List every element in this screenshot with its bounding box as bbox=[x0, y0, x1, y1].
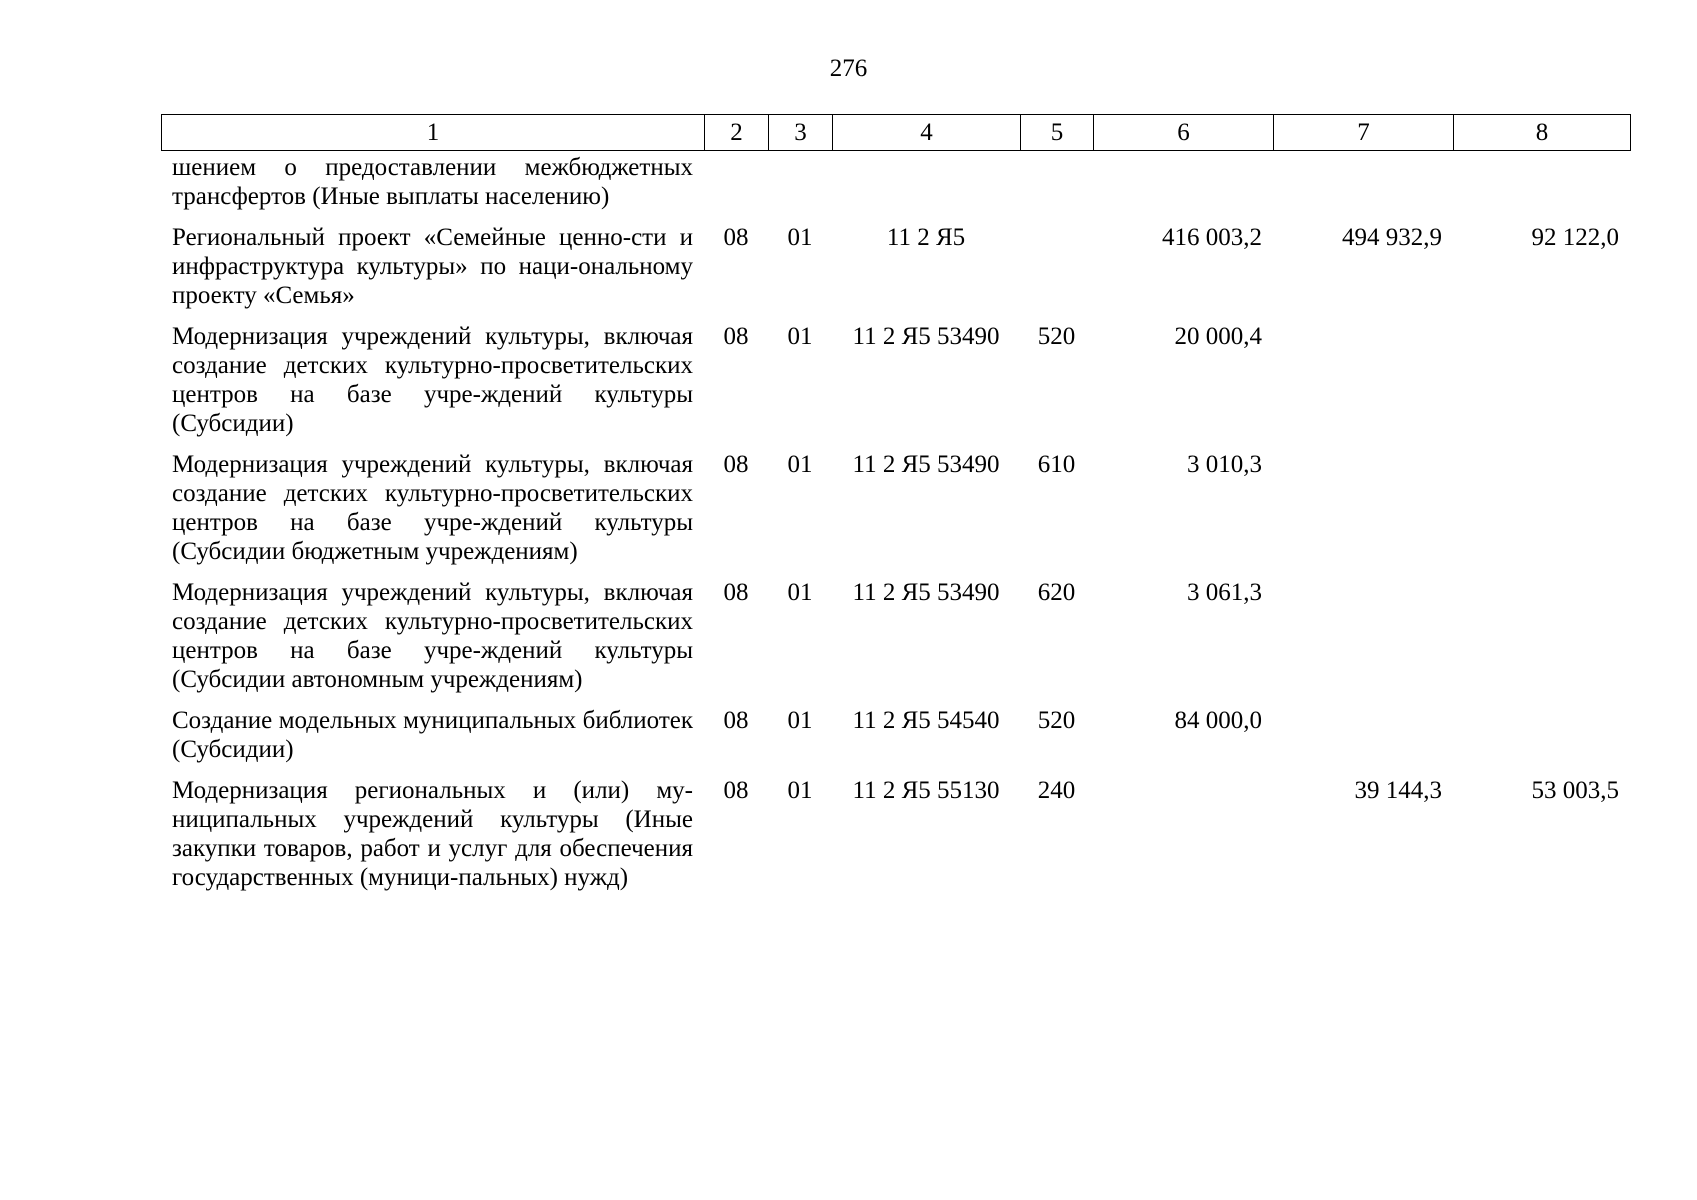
section-code: 08 bbox=[723, 579, 749, 606]
amount-col-7 bbox=[1273, 694, 1453, 764]
header-cell-8: 8 bbox=[1454, 115, 1631, 151]
item-name: Модернизация учреждений культуры, включая создание детских культурно-просветительских центров на базе учре-ждений культуры (Субсидии бюджетным учреждениям) bbox=[172, 451, 693, 565]
section-code: 08 bbox=[723, 707, 749, 734]
table-row bbox=[161, 151, 1630, 211]
table-row bbox=[161, 438, 1630, 566]
amount-col-8 bbox=[1453, 310, 1630, 438]
expense-type-code bbox=[1020, 211, 1093, 310]
target-article-code bbox=[832, 151, 1020, 211]
header-cell-5: 5 bbox=[1021, 115, 1094, 151]
section-code: 08 bbox=[723, 777, 749, 804]
amount-col-6: 20 000,4 bbox=[1174, 323, 1262, 350]
subsection-code: 01 bbox=[787, 579, 813, 606]
amount-col-8 bbox=[1453, 151, 1630, 211]
target-article-code: 11 2 Я5 55130 bbox=[852, 777, 1000, 804]
table-row bbox=[161, 566, 1630, 694]
target-article-code: 11 2 Я5 53490 bbox=[852, 323, 1000, 350]
amount-col-6: 416 003,2 bbox=[1162, 224, 1262, 251]
amount-col-7 bbox=[1273, 151, 1453, 211]
table-header bbox=[161, 114, 1631, 151]
item-name: Создание модельных муниципальных библиотек (Субсидии) bbox=[172, 707, 693, 763]
header-cell-1: 1 bbox=[162, 115, 705, 151]
subsection-code: 01 bbox=[787, 707, 813, 734]
amount-col-7 bbox=[1273, 566, 1453, 694]
amount-col-7 bbox=[1273, 438, 1453, 566]
expense-type-code: 620 bbox=[1037, 579, 1076, 606]
amount-col-7: 494 932,9 bbox=[1342, 224, 1442, 251]
expense-type-code: 240 bbox=[1037, 777, 1076, 804]
table-row bbox=[161, 211, 1630, 310]
table-body bbox=[161, 151, 1630, 892]
header-cell-3: 3 bbox=[769, 115, 833, 151]
target-article-code: 11 2 Я5 bbox=[886, 224, 966, 251]
item-name: Региональный проект «Семейные ценно-сти и инфраструктура культуры» по наци-ональному проекту «Семья» bbox=[172, 224, 693, 309]
amount-col-7 bbox=[1273, 310, 1453, 438]
expense-type-code: 610 bbox=[1037, 451, 1076, 478]
expense-type-code bbox=[1020, 151, 1093, 211]
amount-col-6: 84 000,0 bbox=[1174, 707, 1262, 734]
section-code: 08 bbox=[723, 224, 749, 251]
amount-col-6: 3 061,3 bbox=[1187, 579, 1262, 606]
amount-col-8 bbox=[1453, 566, 1630, 694]
item-name: Модернизация региональных и (или) му-ниципальных учреждений культуры (Иные закупки товаров, работ и услуг для обеспечения государственных (муници-пальных) нужд) bbox=[172, 777, 693, 891]
table-row bbox=[161, 310, 1630, 438]
subsection-code: 01 bbox=[787, 224, 813, 251]
amount-col-6 bbox=[1093, 151, 1273, 211]
page-number: 276 bbox=[829, 55, 868, 82]
expense-type-code: 520 bbox=[1037, 707, 1076, 734]
section-code bbox=[704, 151, 768, 211]
subsection-code: 01 bbox=[787, 323, 813, 350]
header-cell-4: 4 bbox=[833, 115, 1021, 151]
target-article-code: 11 2 Я5 54540 bbox=[852, 707, 1000, 734]
amount-col-8: 53 003,5 bbox=[1531, 777, 1619, 804]
subsection-code bbox=[768, 151, 832, 211]
budget-table bbox=[161, 151, 1630, 892]
target-article-code: 11 2 Я5 53490 bbox=[852, 579, 1000, 606]
subsection-code: 01 bbox=[787, 451, 813, 478]
item-name: шением о предоставлении межбюджетных трансфертов (Иные выплаты населению) bbox=[172, 154, 693, 210]
amount-col-7: 39 144,3 bbox=[1354, 777, 1442, 804]
amount-col-6: 3 010,3 bbox=[1187, 451, 1262, 478]
amount-col-8 bbox=[1453, 694, 1630, 764]
amount-col-6 bbox=[1093, 764, 1273, 892]
subsection-code: 01 bbox=[787, 777, 813, 804]
amount-col-8: 92 122,0 bbox=[1531, 224, 1619, 251]
header-row bbox=[162, 115, 1631, 151]
item-name: Модернизация учреждений культуры, включая создание детских культурно-просветительских центров на базе учре-ждений культуры (Субсидии автономным учреждениям) bbox=[172, 579, 693, 693]
table-row bbox=[161, 764, 1630, 892]
section-code: 08 bbox=[723, 451, 749, 478]
header-cell-6: 6 bbox=[1094, 115, 1274, 151]
header-cell-7: 7 bbox=[1274, 115, 1454, 151]
section-code: 08 bbox=[723, 323, 749, 350]
target-article-code: 11 2 Я5 53490 bbox=[852, 451, 1000, 478]
table-row bbox=[161, 694, 1630, 764]
amount-col-8 bbox=[1453, 438, 1630, 566]
expense-type-code: 520 bbox=[1037, 323, 1076, 350]
item-name: Модернизация учреждений культуры, включая создание детских культурно-просветительских центров на базе учре-ждений культуры (Субсидии) bbox=[172, 323, 693, 437]
header-cell-2: 2 bbox=[705, 115, 769, 151]
